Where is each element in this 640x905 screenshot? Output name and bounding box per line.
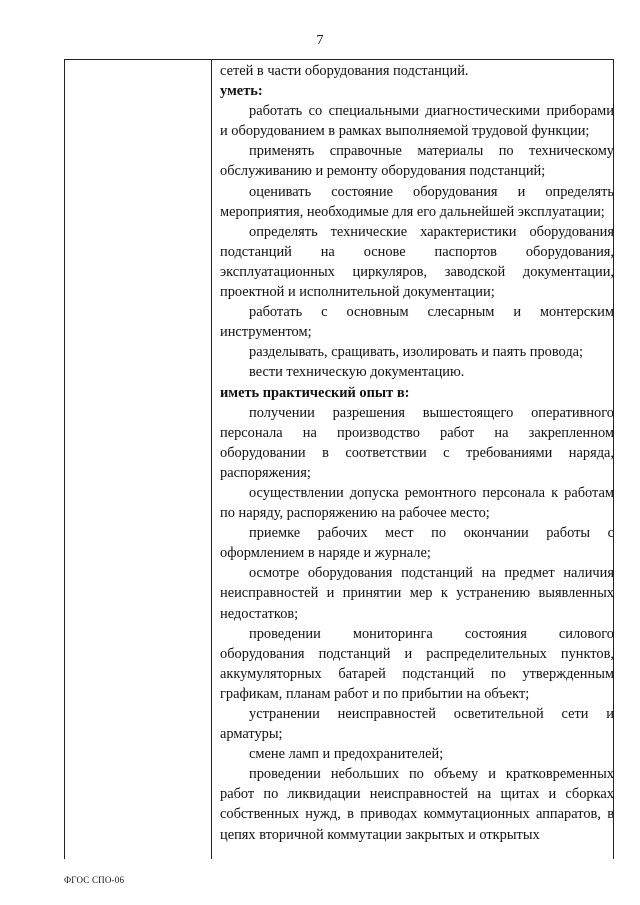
skill-item: разделывать, сращивать, изолировать и паять провода; xyxy=(249,344,584,361)
experience-heading: иметь практический опыт в: xyxy=(220,384,410,401)
experience-item: проведении небольших по объему и кратковременных работ по ликвидации неисправностей на щитах и сборках собственных нужд, в приводах коммутационных аппаратов, в цепях вторичной коммутации закрытых и открытых xyxy=(220,766,614,843)
table-right-cell xyxy=(220,61,614,845)
skills-heading: уметь: xyxy=(220,83,263,100)
skill-item: оценивать состояние оборудования и определять мероприятия, необходимые для его дальнейшей эксплуатации; xyxy=(220,183,614,220)
skill-item: работать с основным слесарным и монтерским инструментом; xyxy=(220,304,614,341)
experience-item: устранении неисправностей осветительной сети и арматуры; xyxy=(220,706,614,743)
experience-item: проведении мониторинга состояния силового оборудования подстанций и распределительных пунктов, аккумуляторных батарей подстанций по утвержденным графикам, планам работ и по прибытии на объект; xyxy=(220,625,614,702)
experience-item: получении разрешения вышестоящего оперативного персонала на производство работ на закрепленном оборудовании в соответствии с требованиями наряда, распоряжения; xyxy=(220,404,614,481)
document-footer: ФГОС СПО-06 xyxy=(64,875,125,885)
skill-item: определять технические характеристики оборудования подстанций на основе паспортов оборудования, эксплуатационных циркуляров, заводской документации, проектной и исполнительной документации; xyxy=(220,223,614,301)
page-number: 7 xyxy=(316,33,324,48)
skill-item: применять справочные материалы по техническому обслуживанию и ремонту оборудования подстанций; xyxy=(220,143,614,180)
experience-item: смене ламп и предохранителей; xyxy=(249,746,444,763)
skill-item: работать со специальными диагностическими приборами и оборудованием в рамках выполняемой трудовой функции; xyxy=(220,103,614,140)
skill-item: вести техническую документацию. xyxy=(249,364,465,381)
experience-item: осуществлении допуска ремонтного персонала к работам по наряду, распоряжению на рабочее место; xyxy=(220,484,614,522)
experience-item: осмотре оборудования подстанций на предмет наличия неисправностей и принятии мер к устранению выявленных недостатков; xyxy=(220,565,614,622)
continuation-text: сетей в части оборудования подстанций. xyxy=(220,63,469,79)
column-divider xyxy=(211,59,212,859)
experience-item: приемке рабочих мест по окончании работы с оформлением в наряде и журнале; xyxy=(220,525,614,562)
